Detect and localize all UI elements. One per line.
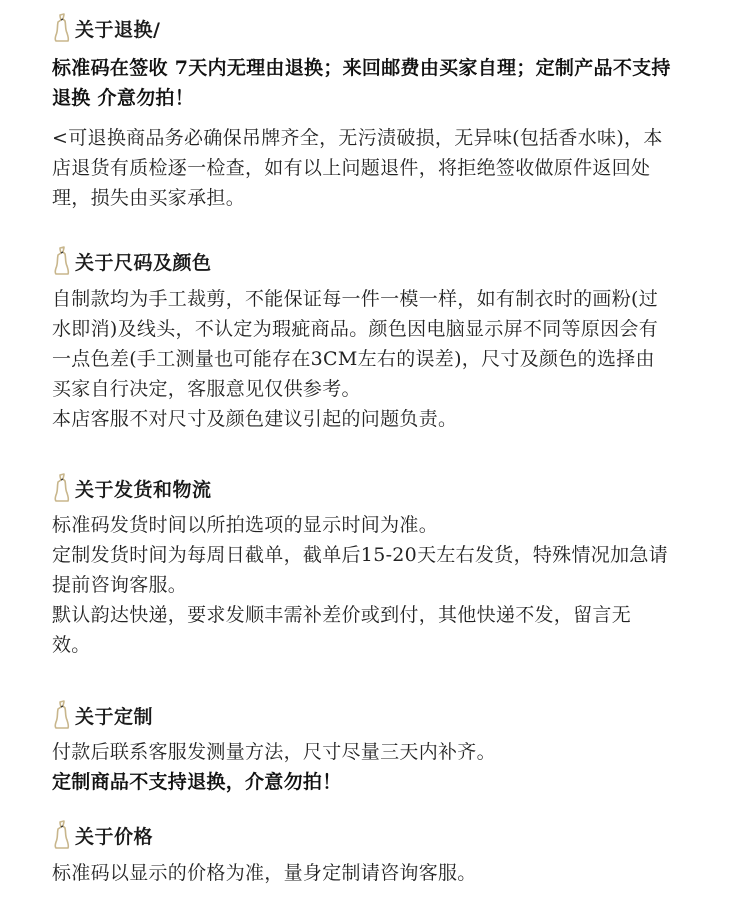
section-title: 关于价格: [75, 825, 154, 848]
policy-text: 提前咨询客服。: [52, 574, 188, 596]
policy-text: 退换 介意勿拍！: [52, 87, 195, 109]
policy-text: 水即消)及线头，不认定为瑕疵商品。颜色因电脑显示屏不同等原因会有: [52, 318, 659, 340]
section-title: 关于退换/: [75, 18, 161, 41]
dress-icon: [52, 700, 72, 730]
policy-text: 定制商品不支持退换，介意勿拍！: [52, 771, 342, 793]
dress-icon: [52, 820, 72, 850]
section-header: [52, 13, 712, 43]
section-size-color: [52, 246, 712, 434]
dress-icon: [52, 13, 72, 43]
section-price: [52, 820, 712, 888]
policy-text: 理，损失由买家承担。: [52, 187, 246, 209]
policy-text: 一点色差(手工测量也可能存在3CM左右的误差)，尺寸及颜色的选择由: [52, 348, 655, 370]
section-title: 关于尺码及颜色: [75, 251, 212, 274]
section-header: [52, 820, 712, 850]
policy-text: 付款后联系客服发测量方法，尺寸尽量三天内补齐。: [52, 741, 496, 763]
section-header: [52, 246, 712, 276]
policy-text: 标准码以显示的价格为准，量身定制请咨询客服。: [52, 862, 477, 884]
policy-text: 默认韵达快递，要求发顺丰需补差价或到付，其他快递不发，留言无: [52, 604, 632, 626]
policy-text: <可退换商品务必确保吊牌齐全，无污渍破损，无异味(包括香水味)，本: [52, 127, 663, 149]
policy-text: 标准码发货时间以所拍选项的显示时间为准。: [52, 514, 439, 536]
policy-text: 本店客服不对尺寸及颜色建议引起的问题负责。: [52, 408, 458, 430]
policy-text: 效。: [52, 634, 91, 656]
section-header: [52, 473, 712, 503]
section-header: [52, 700, 712, 730]
policy-text: 标准码在签收 7天内无理由退换；来回邮费由买家自理；定制产品不支持: [52, 57, 671, 79]
policy-text: 自制款均为手工裁剪，不能保证每一件一模一样，如有制衣时的画粉(过: [52, 288, 659, 310]
dress-icon: [52, 473, 72, 503]
section-title: 关于定制: [75, 705, 154, 728]
policy-text: 定制发货时间为每周日截单，截单后15-20天左右发货，特殊情况加急请: [52, 544, 668, 566]
policy-text: 店退货有质检逐一检查，如有以上问题退件，将拒绝签收做原件返回处: [52, 157, 651, 179]
section-custom: [52, 700, 712, 797]
dress-icon: [52, 246, 72, 276]
policy-text: 买家自行决定，客服意见仅供参考。: [52, 378, 361, 400]
section-shipping: [52, 473, 712, 660]
section-title: 关于发货和物流: [75, 478, 212, 501]
section-returns: [52, 13, 712, 213]
